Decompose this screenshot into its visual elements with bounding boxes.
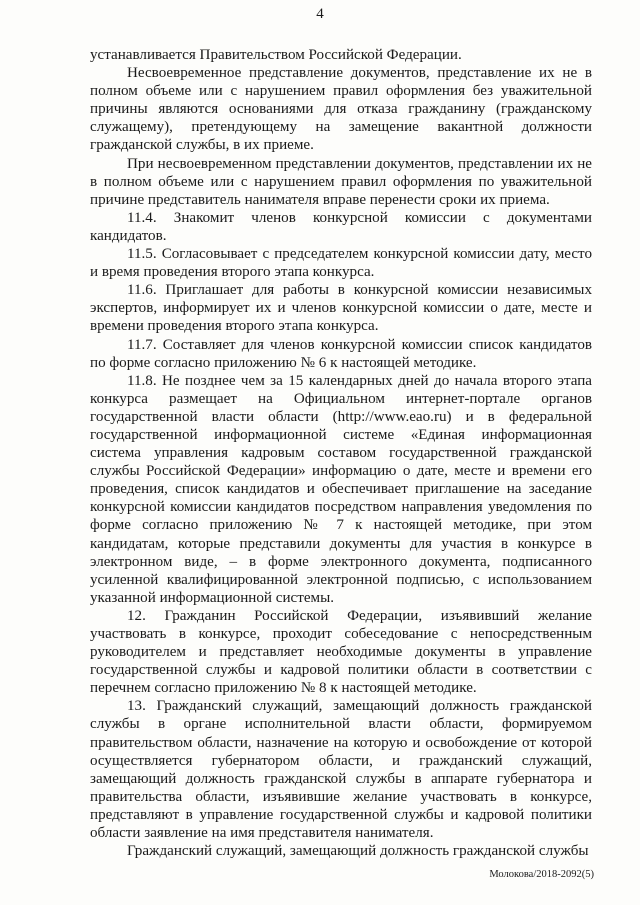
paragraph: 11.6. Приглашает для работы в конкурсной комиссии независимых экспертов, информирует их и членов конкурсной комиссии о дате, месте и времени проведения второго этапа конкурса. [90,282,592,335]
paragraph: Несвоевременное представление документов, представление их не в полном объеме или с нарушением правил оформления без уважительной причины являются основаниями для отказа гражданину (гражданскому служащему), претендующему на замещение вакантной должности гражданской службы, в их приеме. [90,65,592,154]
paragraph: Гражданский служащий, замещающий должность гражданской службы [127,843,589,860]
paragraph: 11.8. Не позднее чем за 15 календарных дней до начала второго этапа конкурса размещает на Официальном интернет-портале органов государственной власти области (http://www.eao.ru) и в федеральной государственной информационной системе «Единая информационная система управления кадровым составом государственной гражданской службы Российской Федерации» информацию о дате, месте и времени его проведения, список кандидатов и обеспечивает приглашение на заседание конкурсной комиссии кандидатов посредством направления уведомления по форме согласно приложению № 7 к настоящей методике, при этом кандидатам, которые представили документы для участия в конкурсе в электронном виде, – в форме электронного документа, подписанного усиленной квалифицированной электронной подписью, с использованием указанной информационной системы. [90,372,592,606]
paragraph: 11.7. Составляет для членов конкурсной комиссии список кандидатов по форме согласно приложению № 6 к настоящей методике. [90,336,592,371]
paragraph: 13. Гражданский служащий, замещающий должность гражданской службы в органе исполнительной власти области, формируемом правительством области, назначение на которую и освобождение от которой осуществляется губернатором области, и гражданский служащий, замещающий должность гражданской службы в аппарате губернатора и правительства области, изъявившие желание участвовать в конкурсе, представляют в управление государственной службы и кадровой политики области заявление на имя представителя нанимателя. [90,698,592,842]
paragraph: 11.5. Согласовывает с председателем конкурсной комиссии дату, место и время проведения второго этапа конкурса. [90,246,592,281]
paragraph: 11.4. Знакомит членов конкурсной комиссии с документами кандидатов. [90,209,592,244]
body-text [90,46,592,860]
page-number: 4 [316,6,324,22]
paragraph: При несвоевременном представлении документов, представлении их не в полном объеме или с нарушением правил оформления по уважительной причине представитель нанимателя вправе перенести сроки их приема. [90,155,592,208]
document-code: Молокова/2018-2092(5) [489,869,594,880]
paragraph: 12. Гражданин Российской Федерации, изъявивший желание участвовать в конкурсе, проходит собеседование с непосредственным руководителем и представляет необходимые документы в управление государственной службы и кадровой политики области в соответствии с перечнем согласно приложению № 8 к настоящей методике. [90,607,592,697]
paragraph: устанавливается Правительством Российской Федерации. [90,47,462,63]
